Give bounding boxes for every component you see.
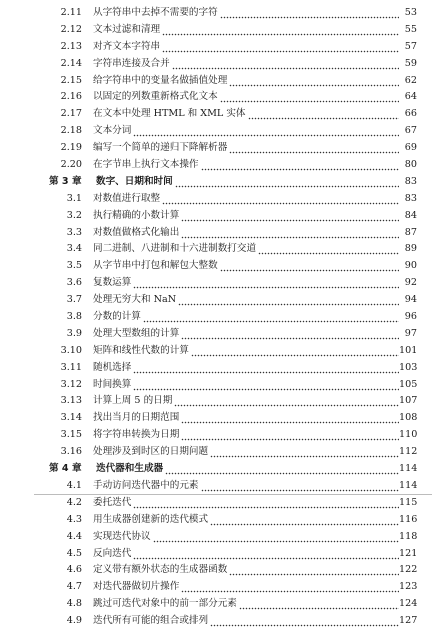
section-title: 从字节串中打包和解包大整数	[93, 260, 218, 272]
dot-leader	[175, 174, 399, 191]
chapter-number: 第 4 章	[49, 463, 82, 475]
page-number: 110	[399, 427, 417, 444]
page-number: 64	[399, 89, 417, 106]
page-number: 67	[399, 123, 417, 140]
section-title: 在字节串上执行文本操作	[93, 159, 199, 171]
section-number: 4.4	[66, 530, 82, 542]
toc-section-row	[0, 157, 444, 174]
section-number: 3.7	[66, 294, 82, 306]
toc-section-row	[0, 529, 444, 546]
page-number: 55	[399, 22, 417, 39]
page-number: 90	[399, 258, 417, 275]
page-number: 59	[399, 56, 417, 73]
page-number: 112	[399, 444, 417, 461]
dot-leader	[162, 22, 399, 39]
dot-leader	[181, 410, 399, 427]
toc-section-row	[0, 258, 444, 275]
toc-section-row	[0, 225, 444, 242]
toc-section-row	[0, 596, 444, 613]
toc-section-row	[0, 22, 444, 39]
section-title: 矩阵和线性代数的计算	[93, 344, 189, 356]
toc-section-row	[0, 546, 444, 563]
section-number: 4.2	[66, 496, 82, 508]
page-number: 89	[399, 241, 417, 258]
page-number: 84	[399, 208, 417, 225]
toc-section-row	[0, 393, 444, 410]
toc-section-row	[0, 39, 444, 56]
section-title: 对齐文本字符串	[93, 40, 161, 52]
section-number: 3.6	[66, 277, 82, 289]
page-number: 114	[399, 478, 417, 495]
dot-leader	[181, 326, 399, 343]
section-number: 3.12	[60, 378, 82, 390]
page-number: 124	[399, 596, 417, 613]
toc-section-row	[0, 89, 444, 106]
page-number: 80	[399, 157, 417, 174]
dot-leader	[181, 208, 399, 225]
toc-chapter-row	[0, 461, 444, 478]
section-title: 执行精确的小数计算	[93, 209, 180, 221]
section-title: 以固定的列数重新格式化文本	[93, 91, 218, 103]
toc-section-row	[0, 5, 444, 22]
toc-section-row	[0, 191, 444, 208]
toc-section-row	[0, 377, 444, 394]
page-number: 115	[399, 495, 417, 512]
toc-section-row	[0, 208, 444, 225]
page-number: 83	[399, 191, 417, 208]
section-title: 定义带有额外状态的生成器函数	[93, 564, 228, 576]
dot-leader	[229, 562, 399, 579]
section-title: 对数值进行取整	[93, 192, 161, 204]
section-title: 处理大型数组的计算	[93, 327, 180, 339]
page-number: 62	[399, 73, 417, 90]
section-title: 迭代所有可能的组合或排列	[93, 615, 209, 627]
dot-leader	[201, 478, 399, 495]
page-number: 118	[399, 529, 417, 546]
section-number: 2.12	[60, 23, 82, 35]
section-number: 3.15	[60, 429, 82, 441]
dot-leader	[210, 444, 399, 461]
section-title: 文本分词	[93, 125, 132, 137]
toc-section-row	[0, 562, 444, 579]
page-number: 116	[399, 512, 417, 529]
dot-leader	[172, 56, 399, 73]
section-number: 4.6	[66, 564, 82, 576]
page-bottom-rule	[34, 494, 432, 495]
section-title: 用生成器创建新的迭代模式	[93, 513, 209, 525]
dot-leader	[162, 191, 399, 208]
section-title: 委托迭代	[93, 496, 132, 508]
dot-leader	[133, 123, 399, 140]
section-number: 3.2	[66, 209, 82, 221]
toc-section-row	[0, 241, 444, 258]
dot-leader	[229, 73, 399, 90]
section-number: 3.13	[60, 395, 82, 407]
page-number: 66	[399, 106, 417, 123]
section-title: 随机选择	[93, 361, 132, 373]
toc-chapter-row	[0, 174, 444, 191]
dot-leader	[153, 529, 399, 546]
dot-leader	[239, 596, 399, 613]
toc-section-row	[0, 275, 444, 292]
toc-section-row	[0, 309, 444, 326]
chapter-title: 数字、日期和时间	[96, 175, 173, 187]
dot-leader	[220, 258, 399, 275]
section-title: 计算上周 5 的日期	[93, 395, 173, 407]
dot-leader	[143, 309, 399, 326]
section-number: 2.13	[60, 40, 82, 52]
section-title: 时间换算	[93, 378, 132, 390]
section-number: 3.5	[66, 260, 82, 272]
section-number: 2.18	[60, 125, 82, 137]
dot-leader	[220, 5, 399, 22]
section-title: 跳过可迭代对象中的前一部分元素	[93, 598, 237, 610]
section-title: 将字符串转换为日期	[93, 429, 180, 441]
section-number: 4.7	[66, 581, 82, 593]
section-title: 处理涉及到时区的日期问题	[93, 446, 209, 458]
toc-section-row	[0, 478, 444, 495]
section-title: 反向迭代	[93, 547, 132, 559]
toc-section-row	[0, 140, 444, 157]
toc-section-row	[0, 106, 444, 123]
page-number: 103	[399, 360, 417, 377]
section-title: 手动访问迭代器中的元素	[93, 479, 199, 491]
section-number: 2.14	[60, 57, 82, 69]
section-number: 2.11	[60, 7, 82, 18]
section-title: 处理无穷大和 NaN	[93, 294, 177, 306]
section-number: 4.9	[66, 615, 82, 627]
section-number: 3.8	[66, 311, 82, 323]
toc-section-row	[0, 579, 444, 596]
page-number: 57	[399, 39, 417, 56]
section-number: 3.11	[60, 361, 82, 373]
page-number: 122	[399, 562, 417, 579]
dot-leader	[229, 140, 399, 157]
page-number: 87	[399, 225, 417, 242]
chapter-number: 第 3 章	[49, 175, 82, 187]
section-number: 2.19	[60, 142, 82, 154]
section-title: 实现迭代协议	[93, 530, 151, 542]
toc-section-row	[0, 292, 444, 309]
page-number: 53	[399, 5, 417, 22]
dot-leader	[181, 579, 399, 596]
section-number: 2.16	[60, 91, 82, 103]
section-title: 分数的计算	[93, 311, 141, 323]
toc-section-row	[0, 123, 444, 140]
dot-leader	[178, 292, 399, 309]
page-number: 105	[399, 377, 417, 394]
dot-leader	[165, 461, 399, 478]
section-title: 从字符串中去掉不需要的字符	[93, 7, 218, 18]
section-title: 文本过滤和清理	[93, 23, 161, 35]
page-number: 92	[399, 275, 417, 292]
section-number: 3.10	[60, 344, 82, 356]
section-number: 3.16	[60, 446, 82, 458]
section-number: 4.8	[66, 598, 82, 610]
section-title: 字符串连接及合并	[93, 57, 170, 69]
section-number: 3.14	[60, 412, 82, 424]
dot-leader	[201, 157, 399, 174]
dot-leader	[210, 512, 399, 529]
dot-leader	[133, 546, 399, 563]
dot-leader	[133, 377, 399, 394]
section-number: 4.5	[66, 547, 82, 559]
toc-section-row	[0, 495, 444, 512]
page-number: 123	[399, 579, 417, 596]
dot-leader	[133, 360, 399, 377]
page-number: 121	[399, 546, 417, 563]
page-number: 107	[399, 393, 417, 410]
dot-leader	[181, 225, 399, 242]
page-number: 108	[399, 410, 417, 427]
toc-section-row	[0, 613, 444, 630]
page-number: 94	[399, 292, 417, 309]
section-number: 2.15	[60, 74, 82, 86]
toc-section-row	[0, 326, 444, 343]
table-of-contents	[0, 5, 444, 630]
page-number: 114	[399, 461, 417, 478]
section-number: 4.3	[66, 513, 82, 525]
toc-section-row	[0, 512, 444, 529]
section-number: 3.1	[66, 192, 82, 204]
dot-leader	[162, 39, 399, 56]
toc-section-row	[0, 444, 444, 461]
section-title: 复数运算	[93, 277, 132, 289]
chapter-title: 迭代器和生成器	[96, 463, 164, 475]
page-number: 96	[399, 309, 417, 326]
section-number: 2.17	[60, 108, 82, 120]
toc-entry-list	[0, 5, 444, 630]
section-title: 同二进制、八进制和十六进制数打交道	[93, 243, 257, 255]
toc-section-row	[0, 427, 444, 444]
dot-leader	[133, 495, 399, 512]
page-number: 83	[399, 174, 417, 191]
section-number: 3.4	[66, 243, 82, 255]
section-number: 3.9	[66, 327, 82, 339]
page-number: 101	[399, 343, 417, 360]
dot-leader	[133, 275, 399, 292]
toc-section-row	[0, 73, 444, 90]
section-title: 对迭代器做切片操作	[93, 581, 180, 593]
dot-leader	[181, 427, 399, 444]
toc-section-row	[0, 343, 444, 360]
toc-section-row	[0, 410, 444, 427]
dot-leader	[248, 106, 399, 123]
dot-leader	[191, 343, 399, 360]
dot-leader	[174, 393, 399, 410]
page-number: 127	[399, 613, 417, 630]
section-title: 找出当月的日期范围	[93, 412, 180, 424]
dot-leader	[220, 89, 399, 106]
page-number: 97	[399, 326, 417, 343]
section-number: 3.3	[66, 226, 82, 238]
toc-section-row	[0, 360, 444, 377]
section-title: 给字符串中的变量名做插值处理	[93, 74, 228, 86]
section-title: 编写一个简单的递归下降解析器	[93, 142, 228, 154]
section-title: 对数值做格式化输出	[93, 226, 180, 238]
page-number: 69	[399, 140, 417, 157]
toc-section-row	[0, 56, 444, 73]
section-number: 4.1	[66, 479, 82, 491]
dot-leader	[258, 241, 399, 258]
section-number: 2.20	[60, 159, 82, 171]
section-title: 在文本中处理 HTML 和 XML 实体	[93, 108, 246, 120]
dot-leader	[210, 613, 399, 630]
